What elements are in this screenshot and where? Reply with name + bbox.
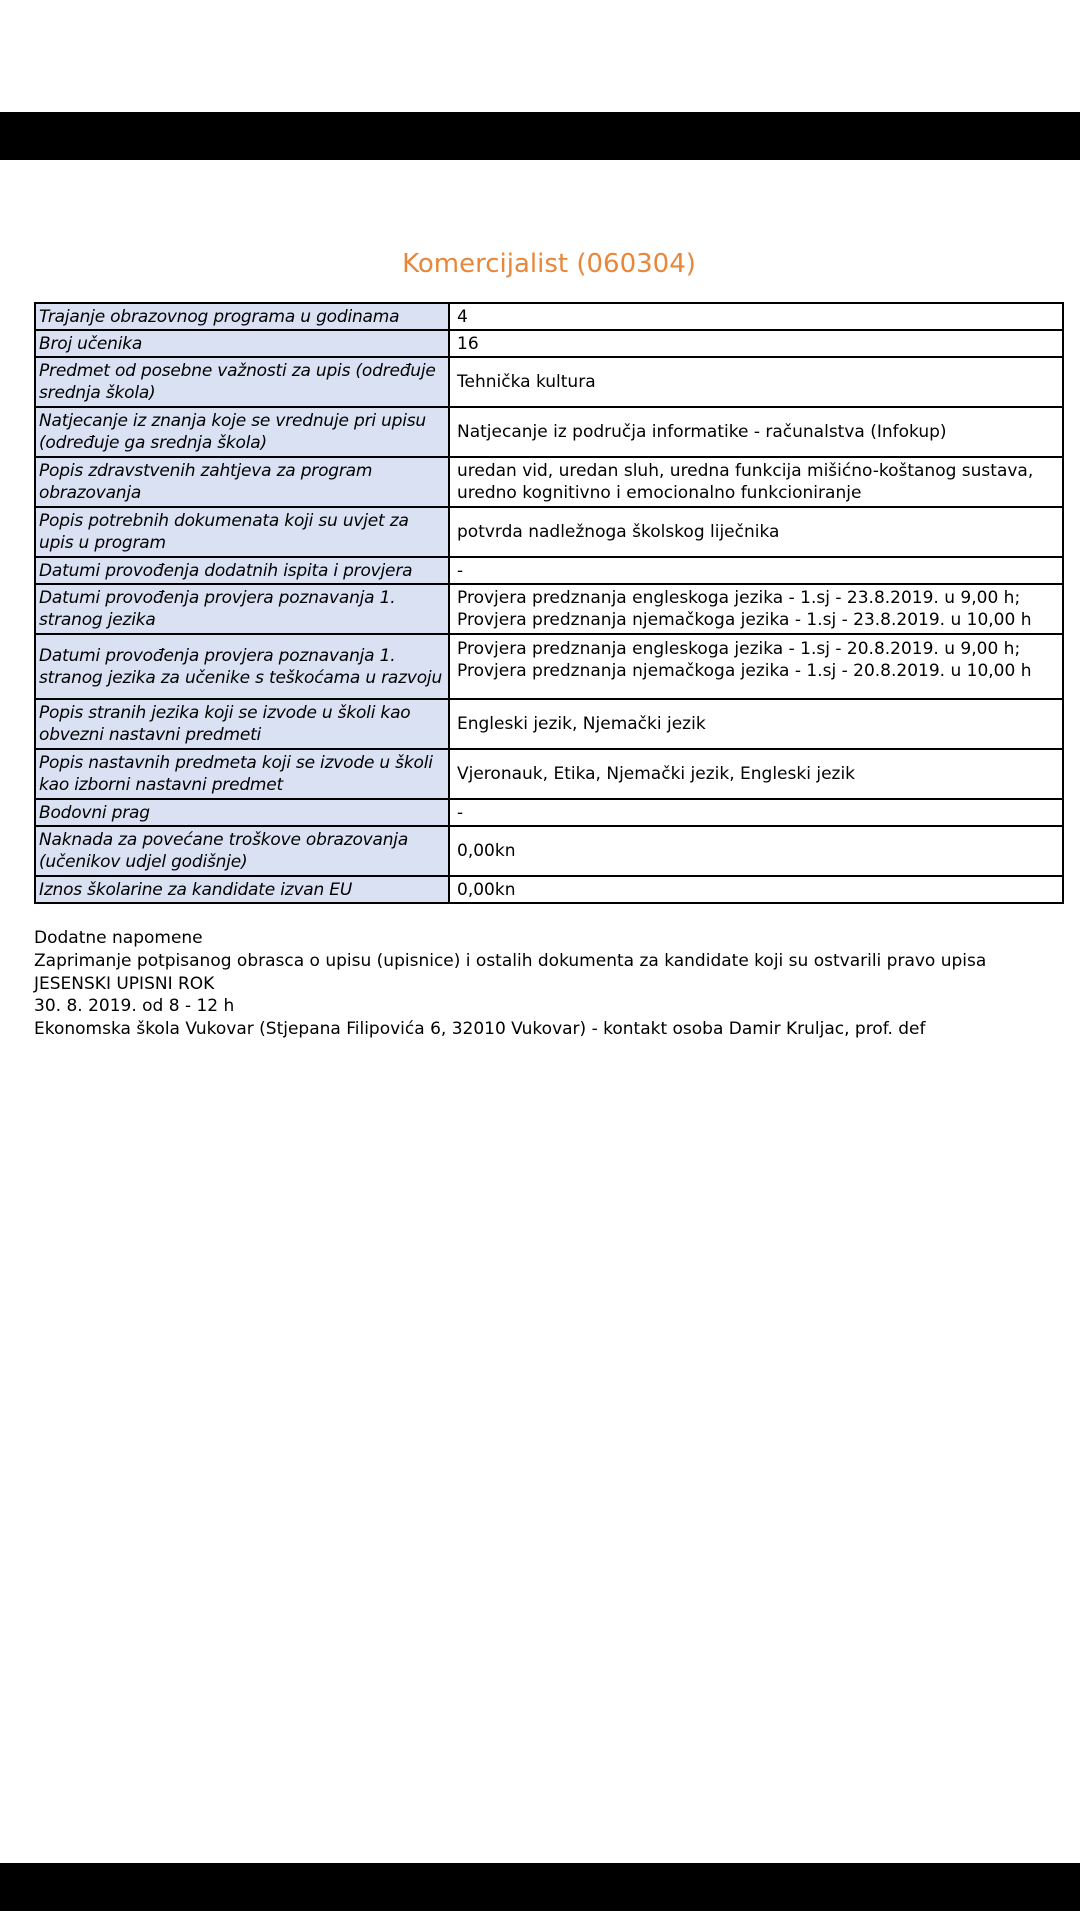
row-value: - (449, 557, 1063, 584)
row-value: Provjera predznanja engleskoga jezika - 1.sj - 23.8.2019. u 9,00 h; Provjera predznanja njemačkoga jezika - 1.sj - 23.8.2019. u 10,00 h (449, 584, 1063, 634)
row-label: Popis zdravstvenih zahtjeva za program obrazovanja (35, 457, 449, 507)
row-label: Popis stranih jezika koji se izvode u školi kao obvezni nastavni predmeti (35, 699, 449, 749)
row-label: Iznos školarine za kandidate izvan EU (35, 876, 449, 903)
program-title: Komercijalist (060304) (402, 249, 696, 279)
table-row (35, 303, 1063, 330)
notes-line: Ekonomska škola Vukovar (Stjepana Filipovića 6, 32010 Vukovar) - kontakt osoba Damir Kruljac, prof. def (34, 1019, 926, 1040)
row-value: Natjecanje iz područja informatike - računalstva (Infokup) (449, 407, 1063, 457)
row-label: Datumi provođenja provjera poznavanja 1. stranog jezika (35, 584, 449, 634)
table-row (35, 699, 1063, 749)
row-label: Predmet od posebne važnosti za upis (određuje srednja škola) (35, 357, 449, 407)
top-black-bar (0, 112, 1080, 160)
row-value: 16 (449, 330, 1063, 357)
table-row (35, 799, 1063, 826)
row-value: 0,00kn (449, 876, 1063, 903)
notes-line: Zaprimanje potpisanog obrasca o upisu (upisnice) i ostalih dokumenta za kandidate koji su ostvarili pravo upisa (34, 950, 987, 971)
table-row (35, 330, 1063, 357)
bottom-black-bar (0, 1863, 1080, 1911)
table-row (35, 557, 1063, 584)
table-row (35, 407, 1063, 457)
row-value: 4 (449, 303, 1063, 330)
row-value: uredan vid, uredan sluh, uredna funkcija mišićno-koštanog sustava, uredno kognitivno i emocionalno funkcioniranje (449, 457, 1063, 507)
row-label: Naknada za povećane troškove obrazovanja (učenikov udjel godišnje) (35, 826, 449, 876)
row-label: Datumi provođenja dodatnih ispita i provjera (35, 557, 449, 584)
row-value: 0,00kn (449, 826, 1063, 876)
row-label: Popis potrebnih dokumenata koji su uvjet za upis u program (35, 507, 449, 557)
table-row (35, 749, 1063, 799)
row-label: Popis nastavnih predmeta koji se izvode u školi kao izborni nastavni predmet (35, 749, 449, 799)
row-value: Engleski jezik, Njemački jezik (449, 699, 1063, 749)
table-row (35, 876, 1063, 903)
table-row (35, 457, 1063, 507)
table-row (35, 357, 1063, 407)
table-row (35, 584, 1063, 634)
row-label: Trajanje obrazovnog programa u godinama (35, 303, 449, 330)
program-info-table (34, 302, 1064, 904)
table-row (35, 634, 1063, 699)
row-label: Natjecanje iz znanja koje se vrednuje pri upisu (određuje ga srednja škola) (35, 407, 449, 457)
row-value: Vjeronauk, Etika, Njemački jezik, Engleski jezik (449, 749, 1063, 799)
table-row (35, 826, 1063, 876)
notes-line: 30. 8. 2019. od 8 - 12 h (34, 996, 235, 1017)
row-label: Bodovni prag (35, 799, 449, 826)
notes-line: JESENSKI UPISNI ROK (34, 973, 215, 994)
table-row (35, 507, 1063, 557)
row-value: - (449, 799, 1063, 826)
row-label: Broj učenika (35, 330, 449, 357)
row-label: Datumi provođenja provjera poznavanja 1. stranog jezika za učenike s teškoćama u razvoju (35, 634, 449, 699)
notes-heading: Dodatne napomene (34, 928, 203, 948)
row-value: potvrda nadležnoga školskog liječnika (449, 507, 1063, 557)
additional-notes (34, 927, 1054, 1041)
row-value: Tehnička kultura (449, 357, 1063, 407)
row-value: Provjera predznanja engleskoga jezika - 1.sj - 20.8.2019. u 9,00 h; Provjera predznanja njemačkoga jezika - 1.sj - 20.8.2019. u 10,00 h (449, 634, 1063, 699)
